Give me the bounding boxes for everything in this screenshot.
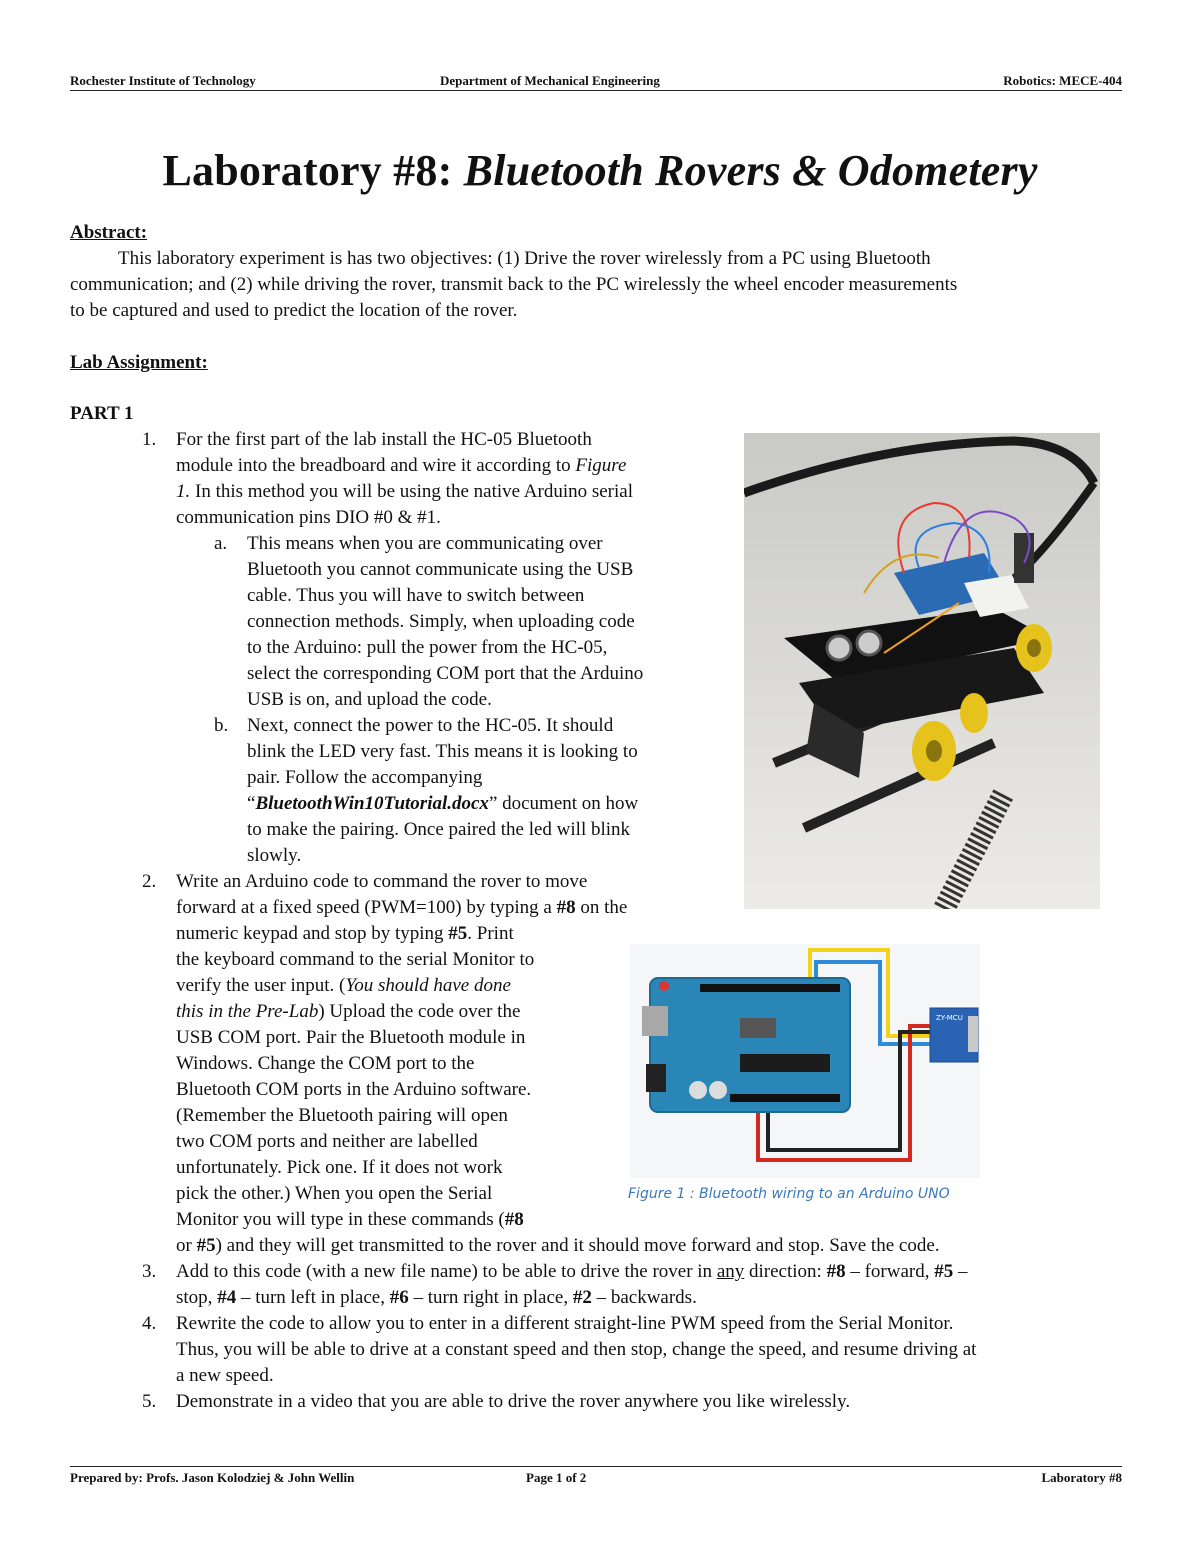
item2-line-5 bbox=[176, 973, 511, 999]
item1a-line-5: to the Arduino: pull the power from the HC-05, bbox=[247, 637, 608, 658]
item1-line-3 bbox=[176, 479, 633, 505]
footer-authors: Prepared by: Profs. Jason Kolodziej & John Wellin bbox=[70, 1470, 355, 1485]
item1b-line-2: blink the LED very fast. This means it is looking to bbox=[247, 741, 638, 762]
item2-line-2 bbox=[176, 895, 627, 921]
item2-line-3 bbox=[176, 921, 514, 947]
item2-line-1: Write an Arduino code to command the rover to move bbox=[176, 871, 588, 892]
item3-line-2 bbox=[176, 1285, 697, 1311]
title-prefix: Laboratory #8: bbox=[162, 146, 464, 195]
title-italic: Bluetooth Rovers & Odometery bbox=[463, 146, 1038, 195]
item1a-line-7: USB is on, and upload the code. bbox=[247, 689, 492, 710]
cmd-5-b: #5 bbox=[196, 1235, 216, 1256]
item1b-line-1: Next, connect the power to the HC-05. It should bbox=[247, 715, 614, 736]
rover-photo bbox=[744, 433, 1100, 909]
tutorial-filename: BluetoothWin10Tutorial.docx bbox=[255, 793, 489, 814]
cmd-5: #5 bbox=[448, 923, 468, 944]
item2-line-10: (Remember the Bluetooth pairing will open bbox=[176, 1105, 508, 1126]
item2-line-14 bbox=[176, 1207, 524, 1233]
item1-number: 1. bbox=[142, 429, 157, 450]
footer-lab-number: Laboratory #8 bbox=[1041, 1470, 1122, 1485]
figure1-ref-a: Figure bbox=[575, 455, 627, 476]
page-header bbox=[70, 73, 1122, 91]
item3-line-1c: direction: bbox=[744, 1261, 827, 1282]
item1b-line-4 bbox=[247, 791, 638, 817]
item3-line-2c: – turn left in place, bbox=[236, 1287, 390, 1308]
figure1-ref-b: 1. bbox=[176, 481, 191, 502]
cmd-5-c: #5 bbox=[934, 1261, 954, 1282]
item3-line-1a: Add to this code (with a new file name) to be able to drive the rover in bbox=[176, 1261, 717, 1282]
item2-line-8: Windows. Change the COM port to the bbox=[176, 1053, 475, 1074]
item1b-line-6: slowly. bbox=[247, 845, 302, 866]
item1-line-2a: module into the breadboard and wire it according to bbox=[176, 455, 576, 476]
prelab-note-a: You should have done bbox=[345, 975, 511, 996]
item1-line-3b: In this method you will be using the native Arduino serial bbox=[190, 481, 633, 502]
item2-line-15c: ) and they will get transmitted to the rover and it should move forward and stop. Save the code. bbox=[215, 1235, 940, 1256]
item3-line-2e: – turn right in place, bbox=[408, 1287, 573, 1308]
item2-line-12: unfortunately. Pick one. If it does not work bbox=[176, 1157, 503, 1178]
item4-line-2: Thus, you will be able to drive at a constant speed and then stop, change the speed, and resume driving at bbox=[176, 1339, 977, 1360]
item2-line-9: Bluetooth COM ports in the Arduino software. bbox=[176, 1079, 532, 1100]
item1b-letter: b. bbox=[214, 715, 229, 736]
footer-page-number: Page 1 of 2 bbox=[526, 1470, 587, 1485]
cmd-6: #6 bbox=[389, 1287, 409, 1308]
figure1-caption: Figure 1 : Bluetooth wiring to an Arduino UNO bbox=[628, 1186, 950, 1202]
item2-line-14a: Monitor you will type in these commands ( bbox=[176, 1209, 505, 1230]
cmd-2: #2 bbox=[572, 1287, 592, 1308]
abstract-line-3: to be captured and used to predict the location of the rover. bbox=[70, 300, 518, 321]
item3-line-2g: – backwards. bbox=[591, 1287, 697, 1308]
lab-assignment-heading: Lab Assignment: bbox=[70, 352, 208, 373]
cmd-8-c: #8 bbox=[826, 1261, 846, 1282]
item5-number: 5. bbox=[142, 1391, 157, 1412]
item2-line-2a: forward at a fixed speed (PWM=100) by typing a bbox=[176, 897, 557, 918]
item1a-letter: a. bbox=[214, 533, 228, 554]
item1-line-2 bbox=[176, 453, 626, 479]
cmd-8-b: #8 bbox=[504, 1209, 524, 1230]
item2-line-3a: numeric keypad and stop by typing bbox=[176, 923, 449, 944]
item2-line-4: the keyboard command to the serial Monitor to bbox=[176, 949, 535, 970]
wiring-illustration bbox=[630, 944, 980, 1178]
item1b-line-3: pair. Follow the accompanying bbox=[247, 767, 483, 788]
item3-line-1e: – forward, bbox=[845, 1261, 935, 1282]
header-department: Department of Mechanical Engineering bbox=[440, 73, 660, 88]
item1a-line-1: This means when you are communicating over bbox=[247, 533, 603, 554]
item1a-line-6: select the corresponding COM port that the Arduino bbox=[247, 663, 644, 684]
abstract-line-2: communication; and (2) while driving the rover, transmit back to the PC wirelessly the wheel encoder measurements bbox=[70, 274, 958, 295]
item3-line-2a: stop, bbox=[176, 1287, 218, 1308]
item2-line-15a: or bbox=[176, 1235, 197, 1256]
abstract-heading: Abstract: bbox=[70, 222, 148, 243]
cmd-4: #4 bbox=[217, 1287, 237, 1308]
item1b-line-5: to make the pairing. Once paired the led will blink bbox=[247, 819, 631, 840]
item3-line-1 bbox=[176, 1259, 967, 1285]
abstract-line-1: This laboratory experiment is has two objectives: (1) Drive the rover wirelessly from a PC using Bluetooth bbox=[118, 248, 931, 269]
item2-line-15 bbox=[176, 1233, 940, 1259]
item2-line-7: USB COM port. Pair the Bluetooth module in bbox=[176, 1027, 526, 1048]
item4-line-3: a new speed. bbox=[176, 1365, 274, 1386]
item2-line-5a: verify the user input. ( bbox=[176, 975, 346, 996]
item3-any: any bbox=[716, 1261, 745, 1282]
item4-number: 4. bbox=[142, 1313, 157, 1334]
item1-line-4: communication pins DIO #0 & #1. bbox=[176, 507, 441, 528]
rover-photo-illustration bbox=[744, 433, 1100, 909]
cmd-8: #8 bbox=[556, 897, 576, 918]
open-quote: “ bbox=[247, 793, 256, 814]
part1-heading: PART 1 bbox=[70, 403, 134, 424]
page-title bbox=[0, 145, 1200, 196]
item1a-line-3: cable. Thus you will have to switch between bbox=[247, 585, 585, 606]
prelab-note-b: this in the Pre-Lab bbox=[176, 1001, 319, 1022]
item2-line-3c: . Print bbox=[467, 923, 514, 944]
item2-line-2c: on the bbox=[575, 897, 628, 918]
page-footer bbox=[70, 1466, 1122, 1486]
item1-line-1: For the first part of the lab install the HC-05 Bluetooth bbox=[176, 429, 592, 450]
header-course: Robotics: MECE-404 bbox=[1003, 73, 1122, 88]
item2-line-6 bbox=[176, 999, 520, 1025]
item1a-line-2: Bluetooth you cannot communicate using the USB bbox=[247, 559, 634, 580]
item2-number: 2. bbox=[142, 871, 157, 892]
item1a-line-4: connection methods. Simply, when uploading code bbox=[247, 611, 635, 632]
item3-number: 3. bbox=[142, 1261, 157, 1282]
item2-line-13: pick the other.) When you open the Serial bbox=[176, 1183, 493, 1204]
item4-line-1: Rewrite the code to allow you to enter in a different straight-line PWM speed from the Serial Monitor. bbox=[176, 1313, 954, 1334]
bluetooth-wiring-figure bbox=[630, 944, 980, 1178]
item3-line-1g: – bbox=[953, 1261, 968, 1282]
header-institution: Rochester Institute of Technology bbox=[70, 73, 256, 88]
item2-line-6b: ) Upload the code over the bbox=[318, 1001, 521, 1022]
module-label: ZY-MCU bbox=[936, 1014, 963, 1022]
item1b-line-4-rest: ” document on how bbox=[488, 793, 639, 814]
item2-line-11: two COM ports and neither are labelled bbox=[176, 1131, 478, 1152]
item5-text: Demonstrate in a video that you are able to drive the rover anywhere you like wirelessly. bbox=[176, 1391, 851, 1412]
